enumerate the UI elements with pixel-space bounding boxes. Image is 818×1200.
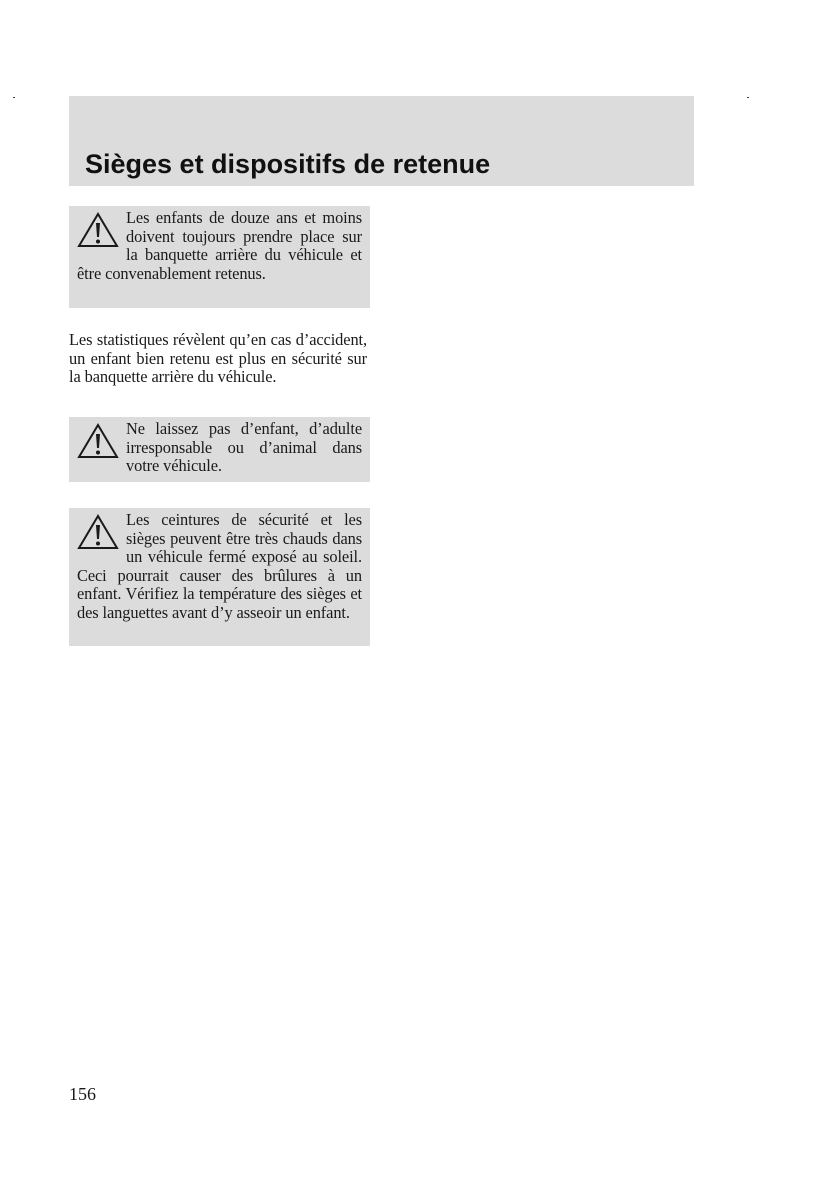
warning-box-unattended (69, 417, 370, 482)
warning-triangle-icon (76, 422, 120, 460)
statistics-paragraph: Les statistiques révèlent qu’en cas d’accident, un enfant bien retenu est plus en sécurité sur la banquette arrière du véhicule. (69, 330, 367, 387)
crop-mark-left (13, 97, 15, 98)
crop-mark-right (747, 97, 749, 98)
warning-box-hot-seats (69, 508, 370, 646)
page-title: Sièges et dispositifs de retenue (85, 149, 491, 179)
warning-text: Ne laissez pas d’enfant, d’adulte irresponsable ou d’animal dans votre véhicule. (126, 419, 362, 476)
warning-text: Les ceintures de sécurité et les sièges peuvent être très chauds dans un véhicule fermé exposé au soleil. Ceci pourrait causer des brûlures à un enfant. Vérifiez la température des sièges et des languettes avant d’y asseoir un enfant. (77, 510, 362, 622)
warning-triangle-icon (76, 211, 120, 249)
section-header (69, 96, 694, 186)
warning-box-children-rear-seat (69, 206, 370, 308)
warning-text: Les enfants de douze ans et moins doivent toujours prendre place sur la banquette arrière du véhicule et être convenablement retenus. (77, 208, 362, 283)
page-number: 156 (69, 1084, 96, 1104)
warning-triangle-icon (76, 513, 120, 551)
